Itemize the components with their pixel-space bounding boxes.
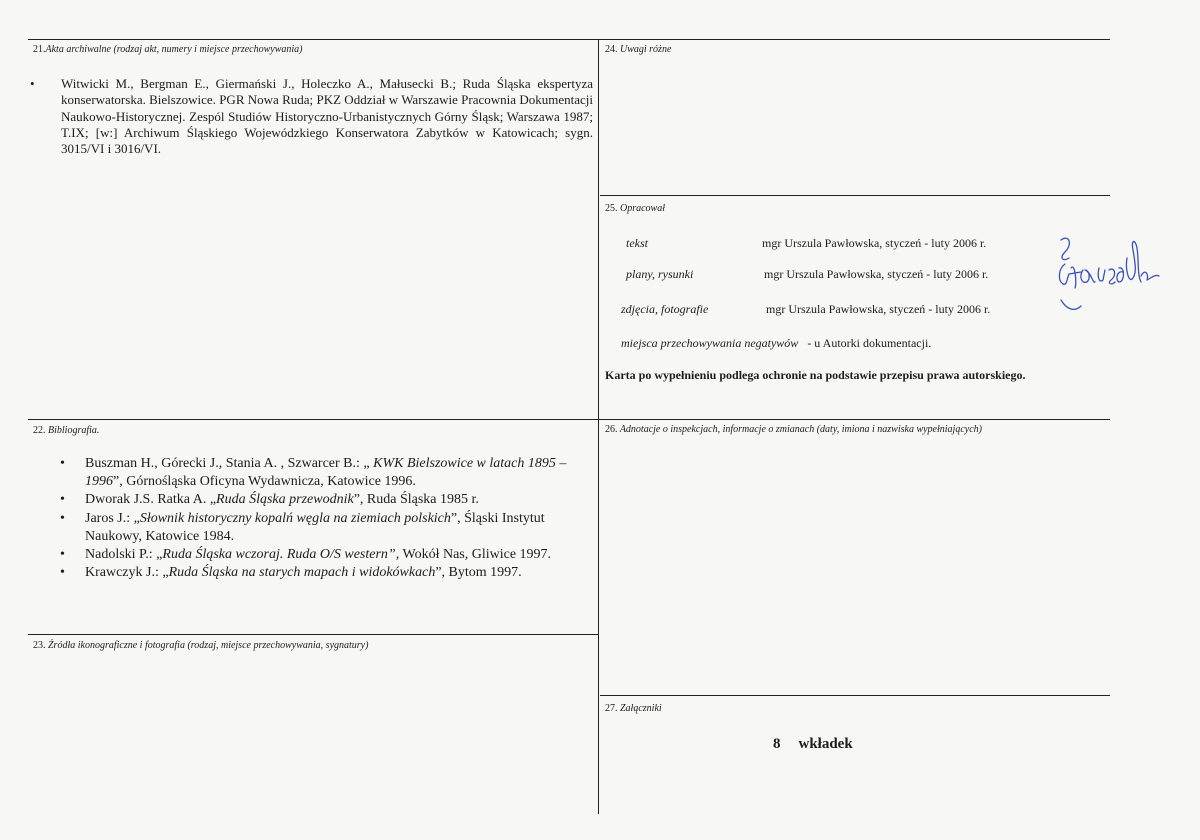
signature-strokes bbox=[1059, 238, 1159, 309]
bibliography-item-title: Ruda Śląska wczoraj. Ruda O/S western”, bbox=[162, 547, 400, 563]
negatives-row bbox=[621, 336, 931, 351]
archive-bullet: • bbox=[30, 76, 35, 91]
top-rule bbox=[28, 39, 1110, 40]
bibliography-item-publisher: ”, Górnośląska Oficyna Wydawnicza, Katowice 1996. bbox=[113, 474, 416, 490]
copyright-notice: Karta po wypełnieniu podlega ochronie na podstawie przepisu prawa autorskiego. bbox=[605, 368, 1026, 382]
bibliography-item-publisher: ”, Ruda Śląska 1985 r. bbox=[353, 492, 479, 508]
bibliography-item-title: Ruda Śląska przewodnik bbox=[216, 492, 354, 508]
section-24-header bbox=[605, 44, 671, 55]
bibliography-item-author: Jaros J.: „ bbox=[85, 510, 140, 526]
section-27-number: 27. bbox=[605, 703, 618, 714]
author-text-label: tekst bbox=[626, 236, 648, 250]
author-photos-value: mgr Urszula Pawłowska, styczeń - luty 2006 r. bbox=[766, 302, 991, 316]
author-photos-value-row bbox=[766, 302, 990, 317]
bibliography-item bbox=[60, 491, 600, 509]
bibliography-item-publisher: ”, Bytom 1997. bbox=[435, 565, 522, 581]
author-photos-label: zdjęcia, fotografie bbox=[621, 302, 709, 316]
author-plans-value: mgr Urszula Pawłowska, styczeń - luty 2006 r. bbox=[764, 267, 989, 281]
bibliography-bullet: • bbox=[60, 510, 65, 526]
bibliography-item-title: Ruda Śląska na starych mapach i widokówkach bbox=[168, 565, 436, 581]
archive-entry bbox=[30, 76, 593, 157]
negatives-value: - u Autorki dokumentacji. bbox=[807, 336, 932, 350]
bibliography-item-publisher: Wokół Nas, Gliwice 1997. bbox=[399, 547, 552, 563]
section-25-header bbox=[605, 203, 665, 214]
author-plans-row bbox=[626, 267, 693, 282]
section-22-number: 22. bbox=[33, 425, 46, 436]
bibliography-item bbox=[60, 510, 600, 546]
author-photos-row bbox=[621, 302, 708, 317]
attachments-label: wkładek bbox=[798, 736, 853, 752]
bibliography-bullet: • bbox=[60, 565, 65, 581]
author-plans-value-row bbox=[764, 267, 988, 282]
rule-22-26 bbox=[28, 419, 1110, 420]
bibliography-item-author: Buszman H., Górecki J., Stania A. , Szwarcer B.: „ bbox=[85, 456, 374, 471]
bibliography-item-author: Dworak J.S. Ratka A. „ bbox=[85, 492, 217, 508]
attachments-count bbox=[773, 736, 853, 753]
section-27-title: Załączniki bbox=[620, 703, 662, 714]
author-text-value-row bbox=[762, 236, 986, 251]
section-26-number: 26. bbox=[605, 424, 618, 435]
signature-drawing bbox=[1055, 228, 1165, 328]
bibliography-bullet: • bbox=[60, 492, 65, 508]
rule-25 bbox=[600, 195, 1110, 196]
section-26-header bbox=[605, 424, 982, 435]
bibliography-item bbox=[60, 546, 600, 564]
rule-23 bbox=[28, 634, 598, 635]
author-text-value: mgr Urszula Pawłowska, styczeń - luty 2006 r. bbox=[762, 236, 987, 250]
bibliography-bullet: • bbox=[60, 547, 65, 563]
section-25-number: 25. bbox=[605, 203, 618, 214]
bibliography-list bbox=[60, 455, 600, 582]
bibliography-item bbox=[60, 564, 600, 582]
section-23-number: 23. bbox=[33, 640, 46, 651]
section-25-title: Opracował bbox=[620, 203, 665, 214]
section-22-header bbox=[33, 425, 99, 436]
bibliography-item bbox=[60, 455, 600, 491]
section-21-header bbox=[33, 44, 303, 55]
rule-27 bbox=[600, 695, 1110, 696]
section-23-header bbox=[33, 640, 368, 651]
negatives-label: miejsca przechowywania negatywów bbox=[621, 336, 799, 350]
attachments-number: 8 bbox=[773, 736, 781, 752]
section-24-title: Uwagi różne bbox=[620, 44, 672, 55]
author-plans-label: plany, rysunki bbox=[626, 267, 694, 281]
archive-entry-text: Witwicki M., Bergman E., Giermański J., Holeczko A., Małusecki B.; Ruda Śląska ekspertyza konserwatorska. Bielszowice. PGR Nowa Ruda; PKZ Oddział w Warszawie Pracownia Dokumentacji Naukowo-Historycznej. Zespól Studiów Historyczno-Urbanistycznych Górny Śląsk; Warszawa 1987; T.IX; [w:] Archiwum Śląskiego Wojewódzkiego Konserwatora Zabytków w Katowicach; sygn. 3015/VI i 3016/VI. bbox=[61, 76, 593, 157]
bibliography-item-author: Krawczyk J.: „ bbox=[85, 565, 169, 581]
bibliography-item-publisher: ”, Śląski Instytut Naukowy, Katowice 1984. bbox=[85, 510, 545, 544]
bibliography-bullet: • bbox=[60, 456, 65, 471]
section-24-number: 24. bbox=[605, 44, 618, 55]
center-divider bbox=[598, 39, 599, 814]
section-27-header bbox=[605, 703, 662, 714]
bibliography-item-title: Słownik historyczny kopalń węgla na ziemiach polskich bbox=[139, 510, 451, 526]
author-text-row bbox=[626, 236, 648, 251]
section-21-number: 21. bbox=[33, 44, 46, 55]
bibliography-item-title: KWK Bielszowice w latach 1895 – 1996 bbox=[85, 456, 567, 490]
bibliography-item-author: Nadolski P.: „ bbox=[85, 547, 163, 563]
section-26-title: Adnotacje o inspekcjach, informacje o zmianach (daty, imiona i nazwiska wypełniających) bbox=[619, 424, 982, 435]
section-23-title: Źródła ikonograficzne i fotografia (rodzaj, miejsce przechowywania, sygnatury) bbox=[48, 640, 369, 651]
section-22-title: Bibliografia. bbox=[48, 425, 100, 436]
section-21-title: Akta archiwalne (rodzaj akt, numery i miejsce przechowywania) bbox=[45, 44, 303, 55]
